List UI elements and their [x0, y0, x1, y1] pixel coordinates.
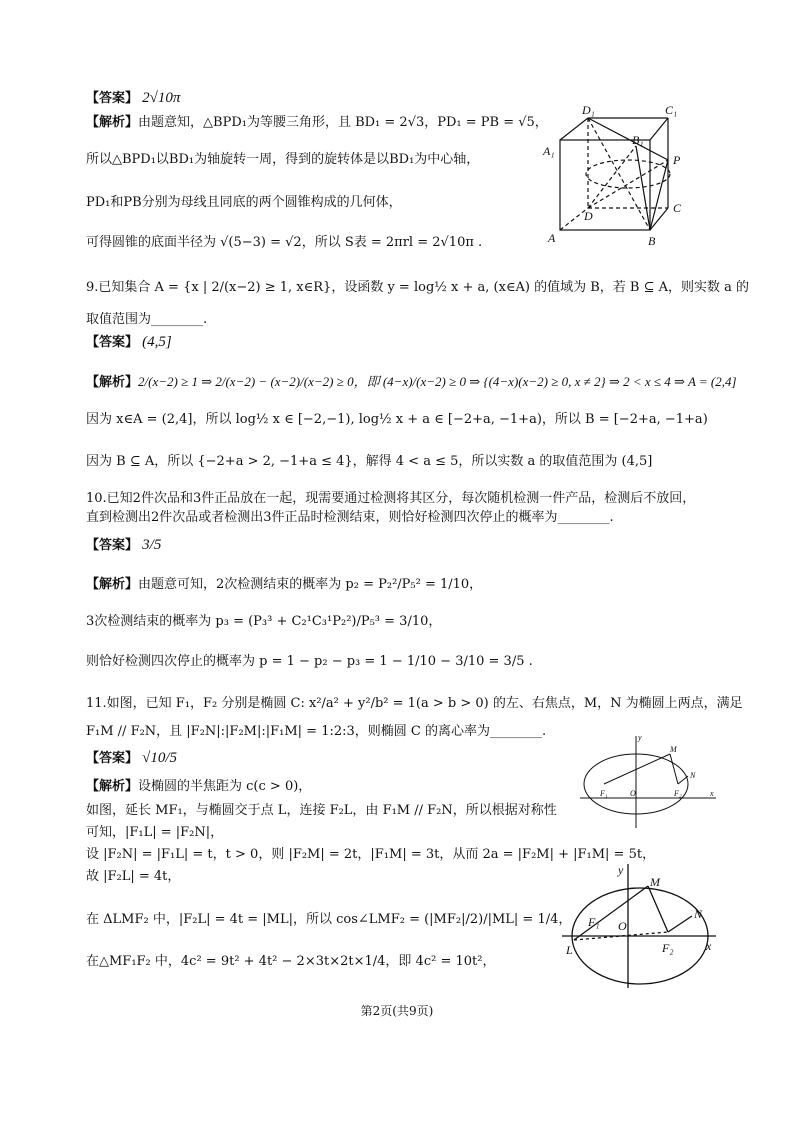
q9-stem-2: 取值范围为________. [86, 312, 208, 327]
q10-stem-1: 10.已知2件次品和3件正品放在一起，现需要通过检测将其区分，每次随机检测一件产品，检测后不放回， [86, 491, 696, 506]
ellipse-figure-1 [578, 732, 718, 832]
q11-stem-2: F₁M // F₂N，且 |F₂N|:|F₂M|:|F₁M| = 1:2:3，则椭圆 C 的离心率为________. [86, 724, 547, 739]
analysis-tag: 【解析】 [86, 115, 139, 130]
fig1-label-n: N [690, 771, 696, 780]
q8-answer: 2√10π [142, 90, 181, 106]
q8-analysis-4: 可得圆锥的底面半径为 √(5−3) = √2，所以 S表 = 2πrl = 2√10π . [86, 235, 483, 250]
q9-answer: (4,5] [142, 334, 172, 350]
fig2-label-m: M [650, 875, 660, 889]
answer-tag: 【答案】 [86, 91, 139, 106]
q9-answer-line: 【答案】 (4,5] [86, 334, 172, 350]
q11-analysis-6: 在 ΔLMF₂ 中，|F₂L| = 4t = |ML|，所以 cos∠LMF₂ = (|MF₂|/2)/|ML| = 1/4， [86, 912, 572, 927]
label-c: C [673, 201, 682, 215]
q9-analysis-2: 因为 x∈A = (2,4]，所以 log½ x ∈ [−2,−1), log½ x + a ∈ [−2+a, −1+a)，所以 B = [−2+a, −1+a) [86, 412, 708, 427]
fig2-label-f1: F₁ [588, 915, 600, 929]
q8-analysis-1: 【解析】由题意知，△BPD₁为等腰三角形，且 BD₁ = 2√3，PD₁ = PB = √5， [86, 115, 548, 130]
q11-answer: √10/5 [142, 750, 178, 766]
q10-stem-2: 直到检测出2件次品或者检测出3件正品时检测结束，则恰好检测四次停止的概率为________. [86, 510, 614, 525]
ellipse-figure-2 [560, 860, 720, 990]
fig1-label-f1: F₁ [600, 789, 608, 798]
q8-analysis-3: PD₁和PB分别为母线且同底的两个圆锥构成的几何体， [86, 195, 402, 210]
fig2-label-o: O [618, 919, 627, 933]
q9-analysis-1: 【解析】2/(x−2) ≥ 1 ⇒ 2/(x−2) − (x−2)/(x−2) ≥ 0，即 (4−x)/(x−2) ≥ 0 ⇒ {(4−x)(x−2) ≥ 0, x ≠ 2} ⇒ 2 < x ≤ 4 ⇒ A = (2,4] [86, 374, 737, 390]
q11-analysis-7: 在△MF₁F₂ 中，4c² = 9t² + 4t² − 2×3t×2t×1/4，即 4c² = 10t²， [86, 954, 496, 969]
q10-analysis-2: 3次检测结束的概率为 p₃ = (P₃³ + C₂¹C₃¹P₂²)/P₅³ = 3/10， [86, 614, 442, 629]
label-b: B [648, 234, 656, 248]
label-d1: D₁ [582, 103, 595, 117]
q10-analysis-1: 【解析】由题意可知，2次检测结束的概率为 p₂ = P₂²/P₅² = 1/10， [86, 577, 483, 592]
label-a1: A₁ [543, 144, 555, 158]
label-c1: C₁ [665, 103, 678, 117]
label-p: P [673, 153, 681, 167]
q9-analysis-3: 因为 B ⊆ A，所以 {−2+a > 2, −1+a ≤ 4}，解得 4 < a ≤ 5，所以实数 a 的取值范围为 (4,5] [86, 454, 653, 469]
q11-answer-line: 【答案】 √10/5 [86, 750, 178, 766]
fig1-label-m: M [670, 745, 677, 754]
fig1-label-y: y [638, 733, 642, 742]
q10-answer: 3/5 [142, 537, 162, 553]
q11-analysis-3: 可知，|F₁L| = |F₂N|， [86, 825, 224, 840]
fig1-label-o: O [630, 789, 636, 798]
q9-stem-1: 9.已知集合 A = {x | 2/(x−2) ≥ 1, x∈R}，设函数 y = log½ x + a, (x∈A) 的值域为 B，若 B ⊆ A，则实数 a 的 [86, 280, 750, 295]
page-footer: 第2页(共9页) [360, 1004, 434, 1018]
q11-analysis-1: 【解析】设椭圆的半焦距为 c(c > 0)， [86, 779, 312, 794]
q11-analysis-4: 设 |F₂N| = |F₁L| = t，t > 0，则 |F₂M| = 2t，|F₁M| = 3t，从而 2a = |F₂M| + |F₁M| = 5t， [86, 847, 656, 862]
fig2-label-l: L [566, 943, 573, 957]
q11-stem-1: 11.如图，已知 F₁，F₂ 分别是椭圆 C: x²/a² + y²/b² = 1(a > b > 0) 的左、右焦点，M，N 为椭圆上两点，满足 [86, 696, 743, 711]
fig2-label-n: N [694, 907, 703, 921]
fig2-label-x: x [706, 939, 712, 953]
fig2-label-f2: F₂ [662, 941, 674, 955]
label-d: D [584, 209, 593, 223]
q11-analysis-2: 如图，延长 MF₁，与椭圆交于点 L，连接 F₂L，由 F₁M // F₂N，所以根据对称性 [86, 803, 557, 818]
cube-figure [540, 100, 715, 250]
label-b1: B₁ [632, 133, 644, 147]
fig1-label-f2: F₂ [674, 789, 682, 798]
q10-answer-line: 【答案】 3/5 [86, 537, 162, 553]
q8-answer-line [86, 88, 180, 109]
q11-analysis-5: 故 |F₂L| = 4t， [86, 869, 181, 884]
fig1-label-x: x [710, 789, 714, 798]
q8-analysis-2: 所以△BPD₁以BD₁为轴旋转一周，得到的旋转体是以BD₁为中心轴， [86, 152, 480, 167]
q10-analysis-3: 则恰好检测四次停止的概率为 p = 1 − p₂ − p₃ = 1 − 1/10 − 3/10 = 3/5 . [86, 654, 533, 669]
label-a: A [548, 231, 556, 245]
fig2-label-y: y [618, 863, 624, 877]
